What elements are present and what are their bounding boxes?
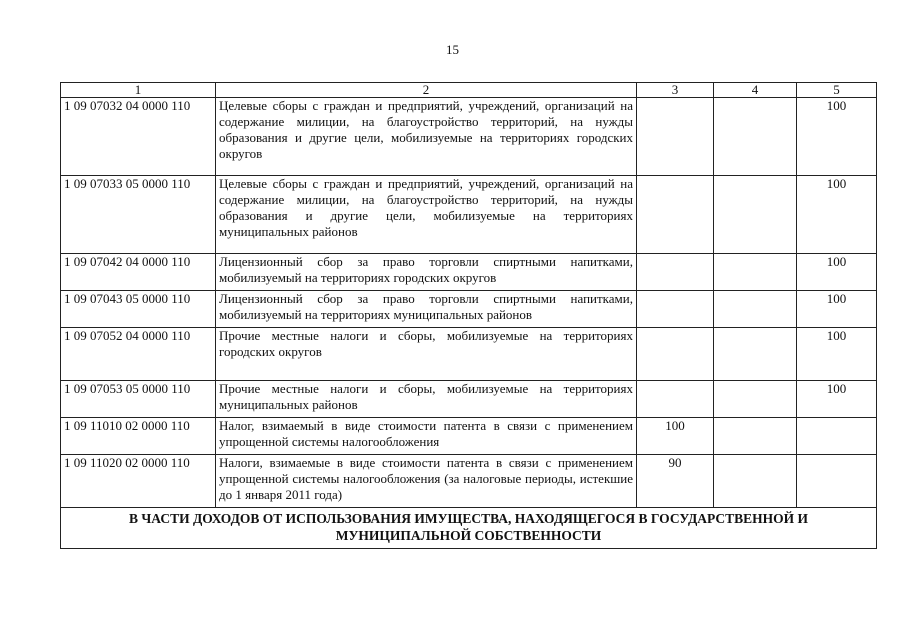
revenue-description: Прочие местные налоги и сборы, мобилизуемые на территориях городских округов	[216, 328, 637, 381]
value-col5	[797, 418, 877, 455]
value-col4	[714, 254, 797, 291]
revenue-description: Целевые сборы с граждан и предприятий, учреждений, организаций на содержание милиции, на благоустройство территорий, на нужды образования и другие цели, мобилизуемые на территориях муниципальных районов	[216, 176, 637, 254]
table-header-row	[61, 83, 877, 98]
value-col3	[637, 291, 714, 328]
value-col3	[637, 328, 714, 381]
value-col3	[637, 176, 714, 254]
table-row	[61, 455, 877, 508]
table-row	[61, 98, 877, 176]
value-col3: 90	[637, 455, 714, 508]
table-row	[61, 381, 877, 418]
table-row	[61, 328, 877, 381]
value-col5: 100	[797, 328, 877, 381]
value-col3: 100	[637, 418, 714, 455]
value-col4	[714, 176, 797, 254]
value-col4	[714, 328, 797, 381]
section-heading-row	[61, 508, 877, 549]
value-col3	[637, 254, 714, 291]
revenue-description: Лицензионный сбор за право торговли спиртными напитками, мобилизуемый на территориях городских округов	[216, 254, 637, 291]
value-col5: 100	[797, 98, 877, 176]
table-row	[61, 254, 877, 291]
budget-code: 1 09 07053 05 0000 110	[61, 381, 216, 418]
budget-code: 1 09 07052 04 0000 110	[61, 328, 216, 381]
budget-code: 1 09 11020 02 0000 110	[61, 455, 216, 508]
budget-code: 1 09 11010 02 0000 110	[61, 418, 216, 455]
value-col5: 100	[797, 254, 877, 291]
value-col5: 100	[797, 176, 877, 254]
value-col4	[714, 98, 797, 176]
value-col3	[637, 381, 714, 418]
revenue-description: Лицензионный сбор за право торговли спиртными напитками, мобилизуемый на территориях муниципальных районов	[216, 291, 637, 328]
value-col4	[714, 418, 797, 455]
revenue-description: Прочие местные налоги и сборы, мобилизуемые на территориях муниципальных районов	[216, 381, 637, 418]
page-number: 15	[446, 42, 459, 57]
budget-code: 1 09 07032 04 0000 110	[61, 98, 216, 176]
column-header: 4	[714, 83, 797, 98]
table-row	[61, 176, 877, 254]
value-col4	[714, 381, 797, 418]
budget-code: 1 09 07033 05 0000 110	[61, 176, 216, 254]
value-col5: 100	[797, 381, 877, 418]
table-row	[61, 418, 877, 455]
revenue-description: Целевые сборы с граждан и предприятий, учреждений, организаций на содержание милиции, на благоустройство территорий, на нужды образования и другие цели, мобилизуемые на территориях городских округов	[216, 98, 637, 176]
column-header: 2	[216, 83, 637, 98]
revenue-table	[60, 82, 877, 549]
table-row	[61, 291, 877, 328]
column-header: 5	[797, 83, 877, 98]
budget-code: 1 09 07043 05 0000 110	[61, 291, 216, 328]
column-header: 1	[61, 83, 216, 98]
revenue-description: Налог, взимаемый в виде стоимости патента в связи с применением упрощенной системы налогообложения	[216, 418, 637, 455]
value-col5	[797, 455, 877, 508]
revenue-description: Налоги, взимаемые в виде стоимости патента в связи с применением упрощенной системы налогообложения (за налоговые периоды, истекшие до 1 января 2011 года)	[216, 455, 637, 508]
budget-code: 1 09 07042 04 0000 110	[61, 254, 216, 291]
value-col5: 100	[797, 291, 877, 328]
column-header: 3	[637, 83, 714, 98]
value-col4	[714, 455, 797, 508]
section-heading: В ЧАСТИ ДОХОДОВ ОТ ИСПОЛЬЗОВАНИЯ ИМУЩЕСТВА, НАХОДЯЩЕГОСЯ В ГОСУДАРСТВЕННОЙ И МУНИЦИПАЛЬНОЙ СОБСТВЕННОСТИ	[61, 508, 877, 549]
value-col4	[714, 291, 797, 328]
value-col3	[637, 98, 714, 176]
